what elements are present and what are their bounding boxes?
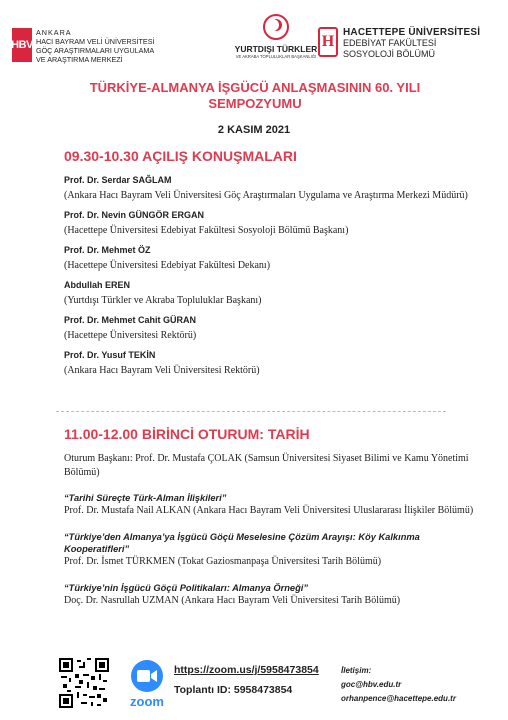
hbv-logo-text (36, 28, 155, 64)
speaker-affiliation: (Ankara Hacı Bayram Veli Üniversitesi Rektörü) (64, 365, 260, 376)
speaker-item (64, 314, 484, 345)
session1-heading: 11.00-12.00 BİRİNCİ OTURUM: TARİH (64, 426, 310, 442)
speaker-name: Prof. Dr. Serdar SAĞLAM (64, 175, 172, 185)
yurtdisi-turkler-logo (226, 14, 326, 59)
speaker-affiliation: (Yurtdışı Türkler ve Akraba Topluluklar Başkanı) (64, 295, 262, 306)
crescent-star-icon (263, 14, 289, 40)
contact-label: İletişim: (341, 666, 372, 675)
talk-speaker: Prof. Dr. Mustafa Nail ALKAN (Ankara Hacı Bayram Veli Üniversitesi Uluslararası İlişkiler Bölümü) (64, 505, 474, 516)
talk-title: “Türkiye’nin İşgücü Göçü Politikaları: Almanya Örneği” (64, 583, 309, 593)
zoom-meeting-link[interactable]: https://zoom.us/j/5958473854 (174, 664, 319, 676)
talk-item (64, 582, 474, 607)
speaker-affiliation: (Hacettepe Üniversitesi Edebiyat Fakültesi Dekanı) (64, 260, 271, 271)
talk-title: “Tarihi Süreçte Türk-Alman İlişkileri” (64, 493, 227, 503)
section-divider (56, 411, 446, 412)
hbv-line: GÖÇ ARAŞTIRMALARI UYGULAMA (36, 46, 155, 55)
talk-item (64, 492, 474, 517)
title-line: SEMPOZYUMU (208, 96, 302, 111)
hbv-line: HACI BAYRAM VELİ ÜNİVERSİTESİ (36, 37, 155, 46)
speaker-item (64, 209, 484, 240)
yt-logo-title: YURTDIŞI TÜRKLER (234, 44, 318, 54)
hu-line: EDEBİYAT FAKÜLTESİ (343, 38, 437, 48)
hacettepe-logo-mark: H (318, 27, 338, 57)
hbv-logo-mark: HBV (12, 28, 32, 62)
zoom-logo[interactable] (124, 660, 170, 709)
title-line: TÜRKİYE-ALMANYA İŞGÜCÜ ANLAŞMASININ 60. YILI (89, 80, 421, 95)
talk-speaker: Prof. Dr. İsmet TÜRKMEN (Tokat Gaziosmanpaşa Üniversitesi Tarih Bölümü) (64, 556, 382, 567)
zoom-label: zoom (130, 694, 164, 709)
qr-code-icon[interactable] (59, 658, 109, 708)
zoom-camera-icon (131, 660, 163, 692)
speaker-item (64, 244, 484, 275)
speaker-name: Prof. Dr. Mehmet ÖZ (64, 245, 151, 255)
hbv-line: VE ARAŞTIRMA MERKEZİ (36, 55, 123, 64)
talk-speaker: Doç. Dr. Nasrullah UZMAN (Ankara Hacı Bayram Veli Üniversitesi Tarih Bölümü) (64, 595, 401, 606)
hu-line: HACETTEPE ÜNİVERSİTESİ (343, 27, 481, 38)
talk-item (64, 531, 474, 568)
speaker-name: Prof. Dr. Nevin GÜNGÖR ERGAN (64, 210, 205, 220)
speaker-item (64, 174, 484, 205)
contact-email[interactable]: orhanpence@hacettepe.edu.tr (341, 694, 456, 703)
speaker-name: Prof. Dr. Yusuf TEKİN (64, 350, 156, 360)
hacettepe-logo-text (343, 27, 480, 60)
speaker-item (64, 279, 484, 310)
hu-line: SOSYOLOJİ BÖLÜMÜ (343, 49, 436, 59)
yt-logo-subtitle: VE AKRABA TOPLULUKLAR BAŞKANLIĞI (235, 54, 317, 59)
speaker-name: Abdullah EREN (64, 280, 131, 290)
event-date: 2 KASIM 2021 (217, 124, 291, 136)
contact-email[interactable]: goc@hbv.edu.tr (341, 680, 402, 689)
speaker-affiliation: (Hacettepe Üniversitesi Edebiyat Fakültesi Sosyoloji Bölümü Başkanı) (64, 225, 349, 236)
hacettepe-logo (318, 27, 480, 60)
opening-speaker-list (64, 174, 484, 384)
hbv-line: ANKARA (36, 28, 72, 37)
session1-body (64, 452, 474, 621)
opening-heading: 09.30-10.30 AÇILIŞ KONUŞMALARI (64, 148, 297, 164)
speaker-affiliation: (Ankara Hacı Bayram Veli Üniversitesi Göç Araştırmaları Uygulama ve Araştırma Merkezi Müdürü) (64, 190, 468, 201)
talk-title: “Türkiye’den Almanya’ya İşgücü Göçü Meselesine Çözüm Arayışı: Köy Kalkınma Kooperatifleri” (64, 532, 420, 554)
footer (0, 652, 508, 720)
speaker-name: Prof. Dr. Mehmet Cahit GÜRAN (64, 315, 197, 325)
zoom-meeting-id: Toplantı ID: 5958473854 (174, 684, 293, 696)
speaker-affiliation: (Hacettepe Üniversitesi Rektörü) (64, 330, 197, 341)
session-chair: Oturum Başkanı: Prof. Dr. Mustafa ÇOLAK (Samsun Üniversitesi Siyaset Bilimi ve Kamu Yönetimi Bölümü) (64, 453, 469, 478)
hbv-logo (12, 28, 155, 64)
speaker-item (64, 349, 484, 380)
page-title (40, 80, 470, 112)
contact-block (341, 664, 456, 706)
